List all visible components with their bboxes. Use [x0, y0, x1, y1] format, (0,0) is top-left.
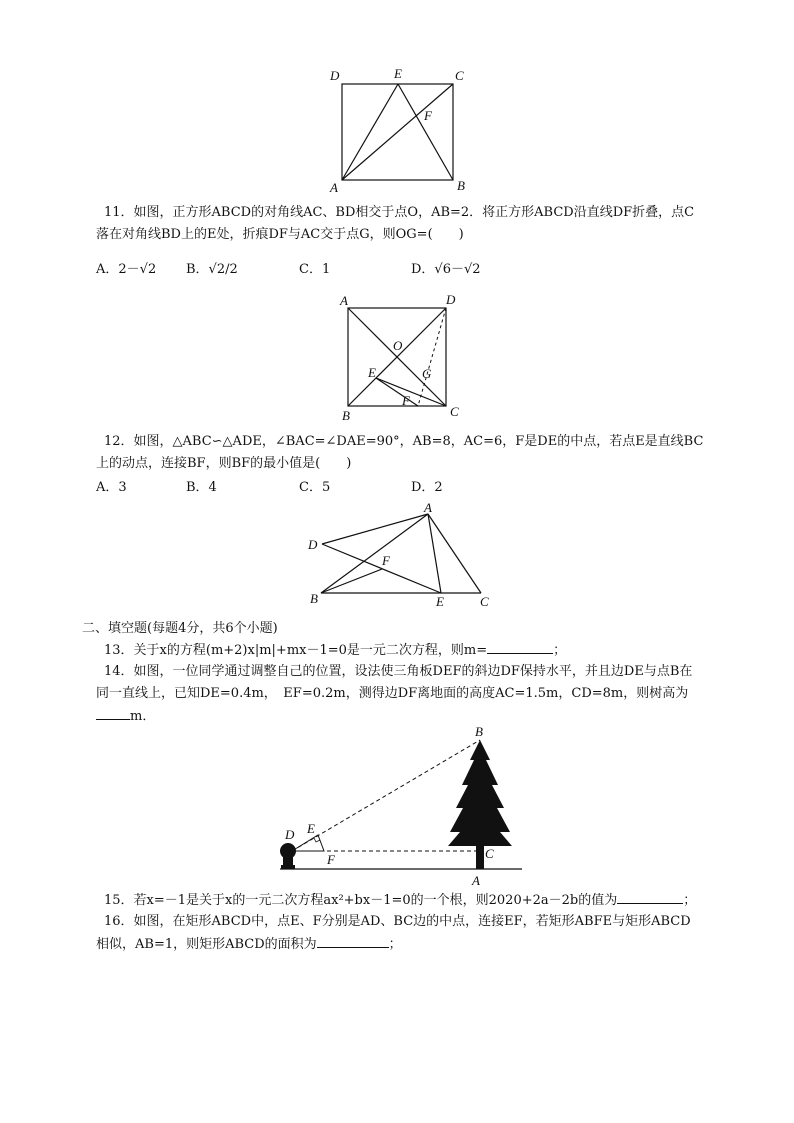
q14-label-e: E [307, 821, 315, 836]
fig1-label-c: C [455, 68, 464, 83]
q11-option-a: A．2－√2 [96, 262, 157, 277]
q12-option-b: B．4 [186, 480, 217, 495]
q14-label-c: C [485, 846, 494, 861]
q11-label-e: E [368, 365, 376, 380]
q12-line1: 12．如图，△ABC∽△ADE，∠BAC=∠DAE=90°，AB=8，AC=6，F是DE的中点，若点E是直线BC [104, 434, 704, 449]
q16-answer-blank[interactable] [317, 935, 389, 948]
q13-tail: ； [553, 643, 567, 658]
fig1-label-e: E [394, 66, 402, 81]
q14-line2: 同一直线上，已知DE=0.4m， EF=0.2m，测得边DF离地面的高度AC=1.5m，CD=8m，则树高为 [96, 686, 689, 701]
q14-label-f: F [327, 852, 335, 867]
q16-tail: ； [388, 937, 402, 952]
q16-text: 相似，AB=1，则矩形ABCD的面积为 [96, 937, 317, 952]
q12-label-d: D [308, 537, 318, 552]
q11-line1: 11．如图，正方形ABCD的对角线AC、BD相交于点O，AB=2．将正方形ABCD沿直线DF折叠，点C [104, 205, 695, 220]
section2-heading: 二、填空题(每题4分，共6个小题) [82, 621, 278, 636]
q15-answer-blank[interactable] [617, 891, 683, 904]
q14-line1: 14．如图，一位同学通过调整自己的位置，设法使三角板DEF的斜边DF保持水平，并且边DE与点B在 [104, 664, 693, 679]
tree-silhouette [448, 740, 512, 869]
q16-line1: 16．如图，在矩形ABCD中，点E、F分别是AD、BC边的中点，连接EF，若矩形ABFE与矩形ABCD [104, 914, 691, 929]
q11-label-b: B [342, 408, 350, 423]
q12-label-c: C [480, 594, 489, 609]
q11-label-f: F [402, 393, 410, 408]
q11-option-d: D．√6－√2 [411, 262, 481, 277]
fig1-label-f: F [424, 108, 432, 123]
q15-tail: ； [683, 893, 697, 908]
q14-tail: m． [130, 709, 156, 724]
q14-label-a: A [472, 873, 480, 888]
q16-line2 [96, 935, 402, 954]
q12-option-a: A．3 [96, 480, 127, 495]
q15-text: 15．若x=－1是关于x的一元二次方程ax²+bx－1=0的一个根，则2020+2a－2b的值为 [104, 893, 618, 908]
q14-label-b: B [475, 724, 483, 739]
q12-label-b: B [310, 591, 318, 606]
fig1-label-d: D [330, 68, 340, 83]
q11-label-g: G [422, 366, 432, 381]
q12-option-c: C．5 [299, 480, 331, 495]
student-silhouette [280, 843, 296, 869]
q12-label-f: F [382, 553, 390, 568]
q11-option-b: B．√2/2 [186, 262, 238, 277]
q13-text: 13．关于x的方程(m+2)x|m|+mx－1=0是一元二次方程，则m= [104, 643, 488, 658]
q11-label-o: O [393, 338, 403, 353]
q11-label-d: D [446, 292, 456, 307]
q14-label-d: D [285, 827, 295, 842]
q11-line2: 落在对角线BD上的E处，折痕DF与AC交于点G，则OG=( ) [96, 227, 464, 242]
q12-option-d: D．2 [411, 480, 443, 495]
q12-label-e: E [436, 594, 444, 609]
q15-line [104, 891, 696, 910]
fig1-label-b: B [457, 178, 465, 193]
q12-label-a: A [424, 500, 432, 515]
q11-option-c: C．1 [299, 262, 331, 277]
q11-label-c: C [450, 404, 459, 419]
fig1-label-a: A [330, 180, 338, 195]
q11-label-a: A [340, 293, 348, 308]
q12-line2: 上的动点，连接BF，则BF的最小值是( ) [96, 456, 352, 471]
